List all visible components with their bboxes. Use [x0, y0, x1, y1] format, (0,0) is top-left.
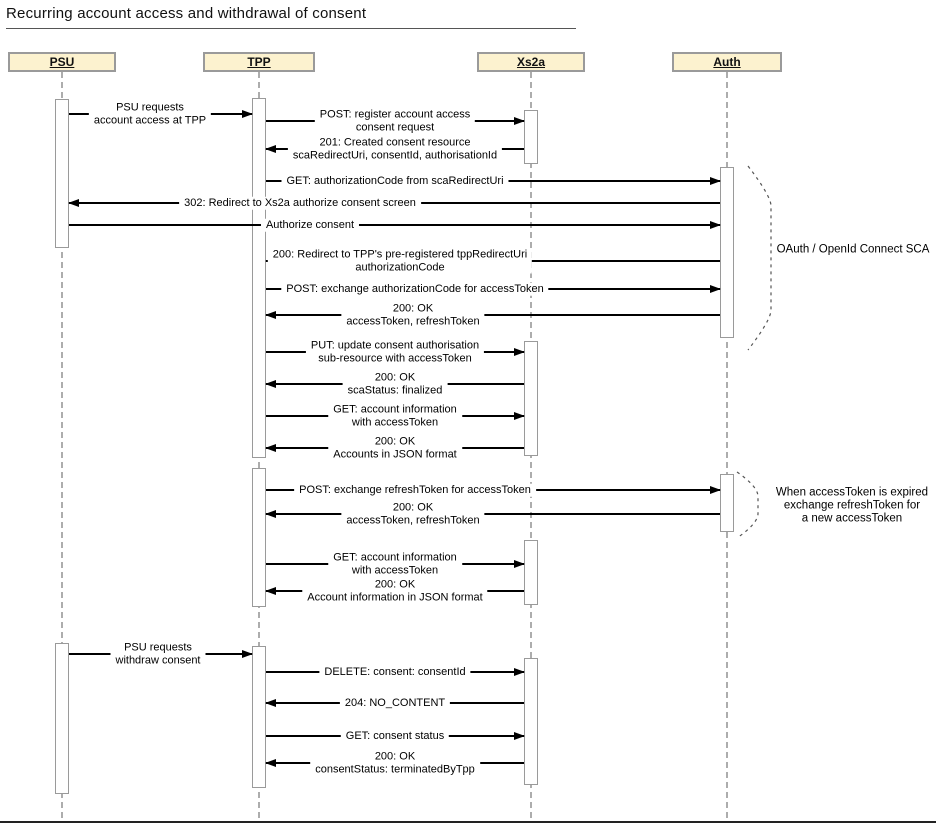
message-label [281, 283, 548, 296]
activation-bar-xs2a [524, 110, 538, 164]
message-label-line: PSU requests [116, 101, 184, 114]
message-label [281, 175, 508, 188]
arrowhead-icon [265, 380, 276, 388]
message-label-line: GET: authorizationCode from scaRedirectUri [286, 174, 504, 187]
message-label-line: GET: consent status [345, 729, 445, 742]
message-label [315, 109, 475, 134]
actor-box-tpp [203, 52, 315, 72]
message-label [89, 102, 211, 127]
message-label-line: POST: exchange refreshToken for accessToken [299, 483, 531, 496]
message-label-line: consentStatus: terminatedByTpp [315, 763, 475, 775]
message-line [266, 314, 720, 316]
activation-bar-psu [55, 643, 69, 794]
message-label [288, 137, 502, 162]
message-label-line: Authorize consent [265, 218, 355, 231]
arrowhead-icon [265, 311, 276, 319]
arrowhead-icon [514, 117, 525, 125]
message-label [328, 404, 462, 429]
actor-label-psu: PSU [49, 55, 75, 69]
message-label-line: scaRedirectUri, consentId, authorisationId [292, 149, 498, 161]
arrowhead-icon [265, 510, 276, 518]
arrowhead-icon [710, 486, 721, 494]
message-label-line: authorizationCode [355, 261, 445, 273]
arrowhead-icon [710, 177, 721, 185]
arrowhead-icon [265, 699, 276, 707]
message-label [261, 219, 359, 232]
message-label-line: 200: OK [374, 750, 416, 763]
arrowhead-icon [514, 412, 525, 420]
message-label [328, 436, 462, 461]
arrowhead-icon [514, 560, 525, 568]
message-label [319, 666, 470, 679]
actor-label-auth: Auth [713, 55, 741, 69]
message-label-line: GET: account information [333, 551, 457, 564]
message-label-line: DELETE: consent: consentId [324, 665, 466, 678]
activation-bar-xs2a [524, 341, 538, 456]
message-label [268, 249, 532, 274]
message-label-line: PSU requests [124, 641, 192, 654]
message-label-line: 204: NO_CONTENT [344, 696, 446, 709]
footer-line [0, 821, 936, 823]
message-label-line: GET: account information [333, 403, 457, 416]
actor-box-psu [8, 52, 116, 72]
message-label-line: accessToken, refreshToken [346, 514, 480, 526]
arrowhead-icon [710, 221, 721, 229]
message-label-line: withdraw consent [115, 654, 201, 666]
refresh-token-note [776, 487, 928, 526]
message-label-line: 200: OK [374, 578, 416, 591]
message-label-line: 200: OK [392, 501, 434, 514]
arrowhead-icon [265, 759, 276, 767]
arrowhead-icon [242, 110, 253, 118]
activation-bar-tpp [252, 646, 266, 788]
message-label [341, 730, 449, 743]
message-label-line: Accounts in JSON format [333, 448, 457, 460]
message-label [343, 372, 448, 397]
message-label-line: POST: register account access [319, 108, 471, 121]
annotation-line: exchange refreshToken for [783, 499, 921, 512]
activation-bar-xs2a [524, 540, 538, 605]
activation-bar-auth [720, 474, 734, 532]
arrowhead-icon [68, 199, 79, 207]
message-label [310, 751, 480, 776]
message-label [294, 484, 536, 497]
message-label-line: PUT: update consent authorisation [310, 339, 480, 352]
message-label-line: 200: OK [374, 435, 416, 448]
arrowhead-icon [265, 145, 276, 153]
actor-box-xs2a [477, 52, 585, 72]
message-line [266, 513, 720, 515]
message-label-line: with accessToken [351, 564, 439, 576]
brace-oauth-sca-note [748, 166, 771, 350]
message-label-line: 201: Created consent resource [319, 136, 471, 149]
oauth-sca-note [777, 244, 930, 257]
brace-refresh-token-note [737, 472, 758, 538]
arrowhead-icon [514, 732, 525, 740]
arrowhead-icon [710, 285, 721, 293]
message-label-line: 200: OK [374, 371, 416, 384]
activation-bar-tpp [252, 468, 266, 607]
message-label-line: Account information in JSON format [307, 591, 483, 603]
message-label-line: 200: OK [392, 302, 434, 315]
message-label [328, 552, 462, 577]
message-label [341, 303, 484, 328]
message-label [306, 340, 484, 365]
message-label-line: scaStatus: finalized [347, 384, 443, 396]
activation-bar-xs2a [524, 658, 538, 785]
message-label [340, 697, 450, 710]
message-label-line: account access at TPP [93, 114, 207, 126]
actor-box-auth [672, 52, 782, 72]
message-label [111, 642, 206, 667]
message-label-line: 200: Redirect to TPP's pre-registered tppRedirectUri [272, 248, 528, 261]
arrowhead-icon [514, 668, 525, 676]
message-label [341, 502, 484, 527]
message-label-line: accessToken, refreshToken [346, 315, 480, 327]
arrowhead-icon [242, 650, 253, 658]
annotation-line: OAuth / OpenId Connect SCA [776, 243, 930, 256]
message-label [179, 197, 421, 210]
diagram-title: Recurring account access and withdrawal of consent [6, 5, 367, 22]
arrowhead-icon [265, 444, 276, 452]
arrowhead-icon [265, 587, 276, 595]
actor-label-xs2a: Xs2a [516, 55, 546, 69]
annotation-line: a new accessToken [801, 512, 903, 525]
message-label-line: 302: Redirect to Xs2a authorize consent screen [184, 196, 416, 209]
message-label-line: POST: exchange authorizationCode for accessToken [286, 282, 544, 295]
annotation-line: When accessToken is expired [775, 486, 929, 499]
activation-bar-psu [55, 99, 69, 248]
message-label-line: consent request [355, 121, 435, 133]
actor-label-tpp: TPP [247, 55, 271, 69]
arrowhead-icon [514, 348, 525, 356]
activation-bar-tpp [252, 98, 266, 458]
message-line [69, 224, 720, 226]
message-label [302, 579, 487, 604]
activation-bar-auth [720, 167, 734, 338]
message-label-line: with accessToken [351, 416, 439, 428]
message-label-line: sub-resource with accessToken [318, 352, 472, 364]
